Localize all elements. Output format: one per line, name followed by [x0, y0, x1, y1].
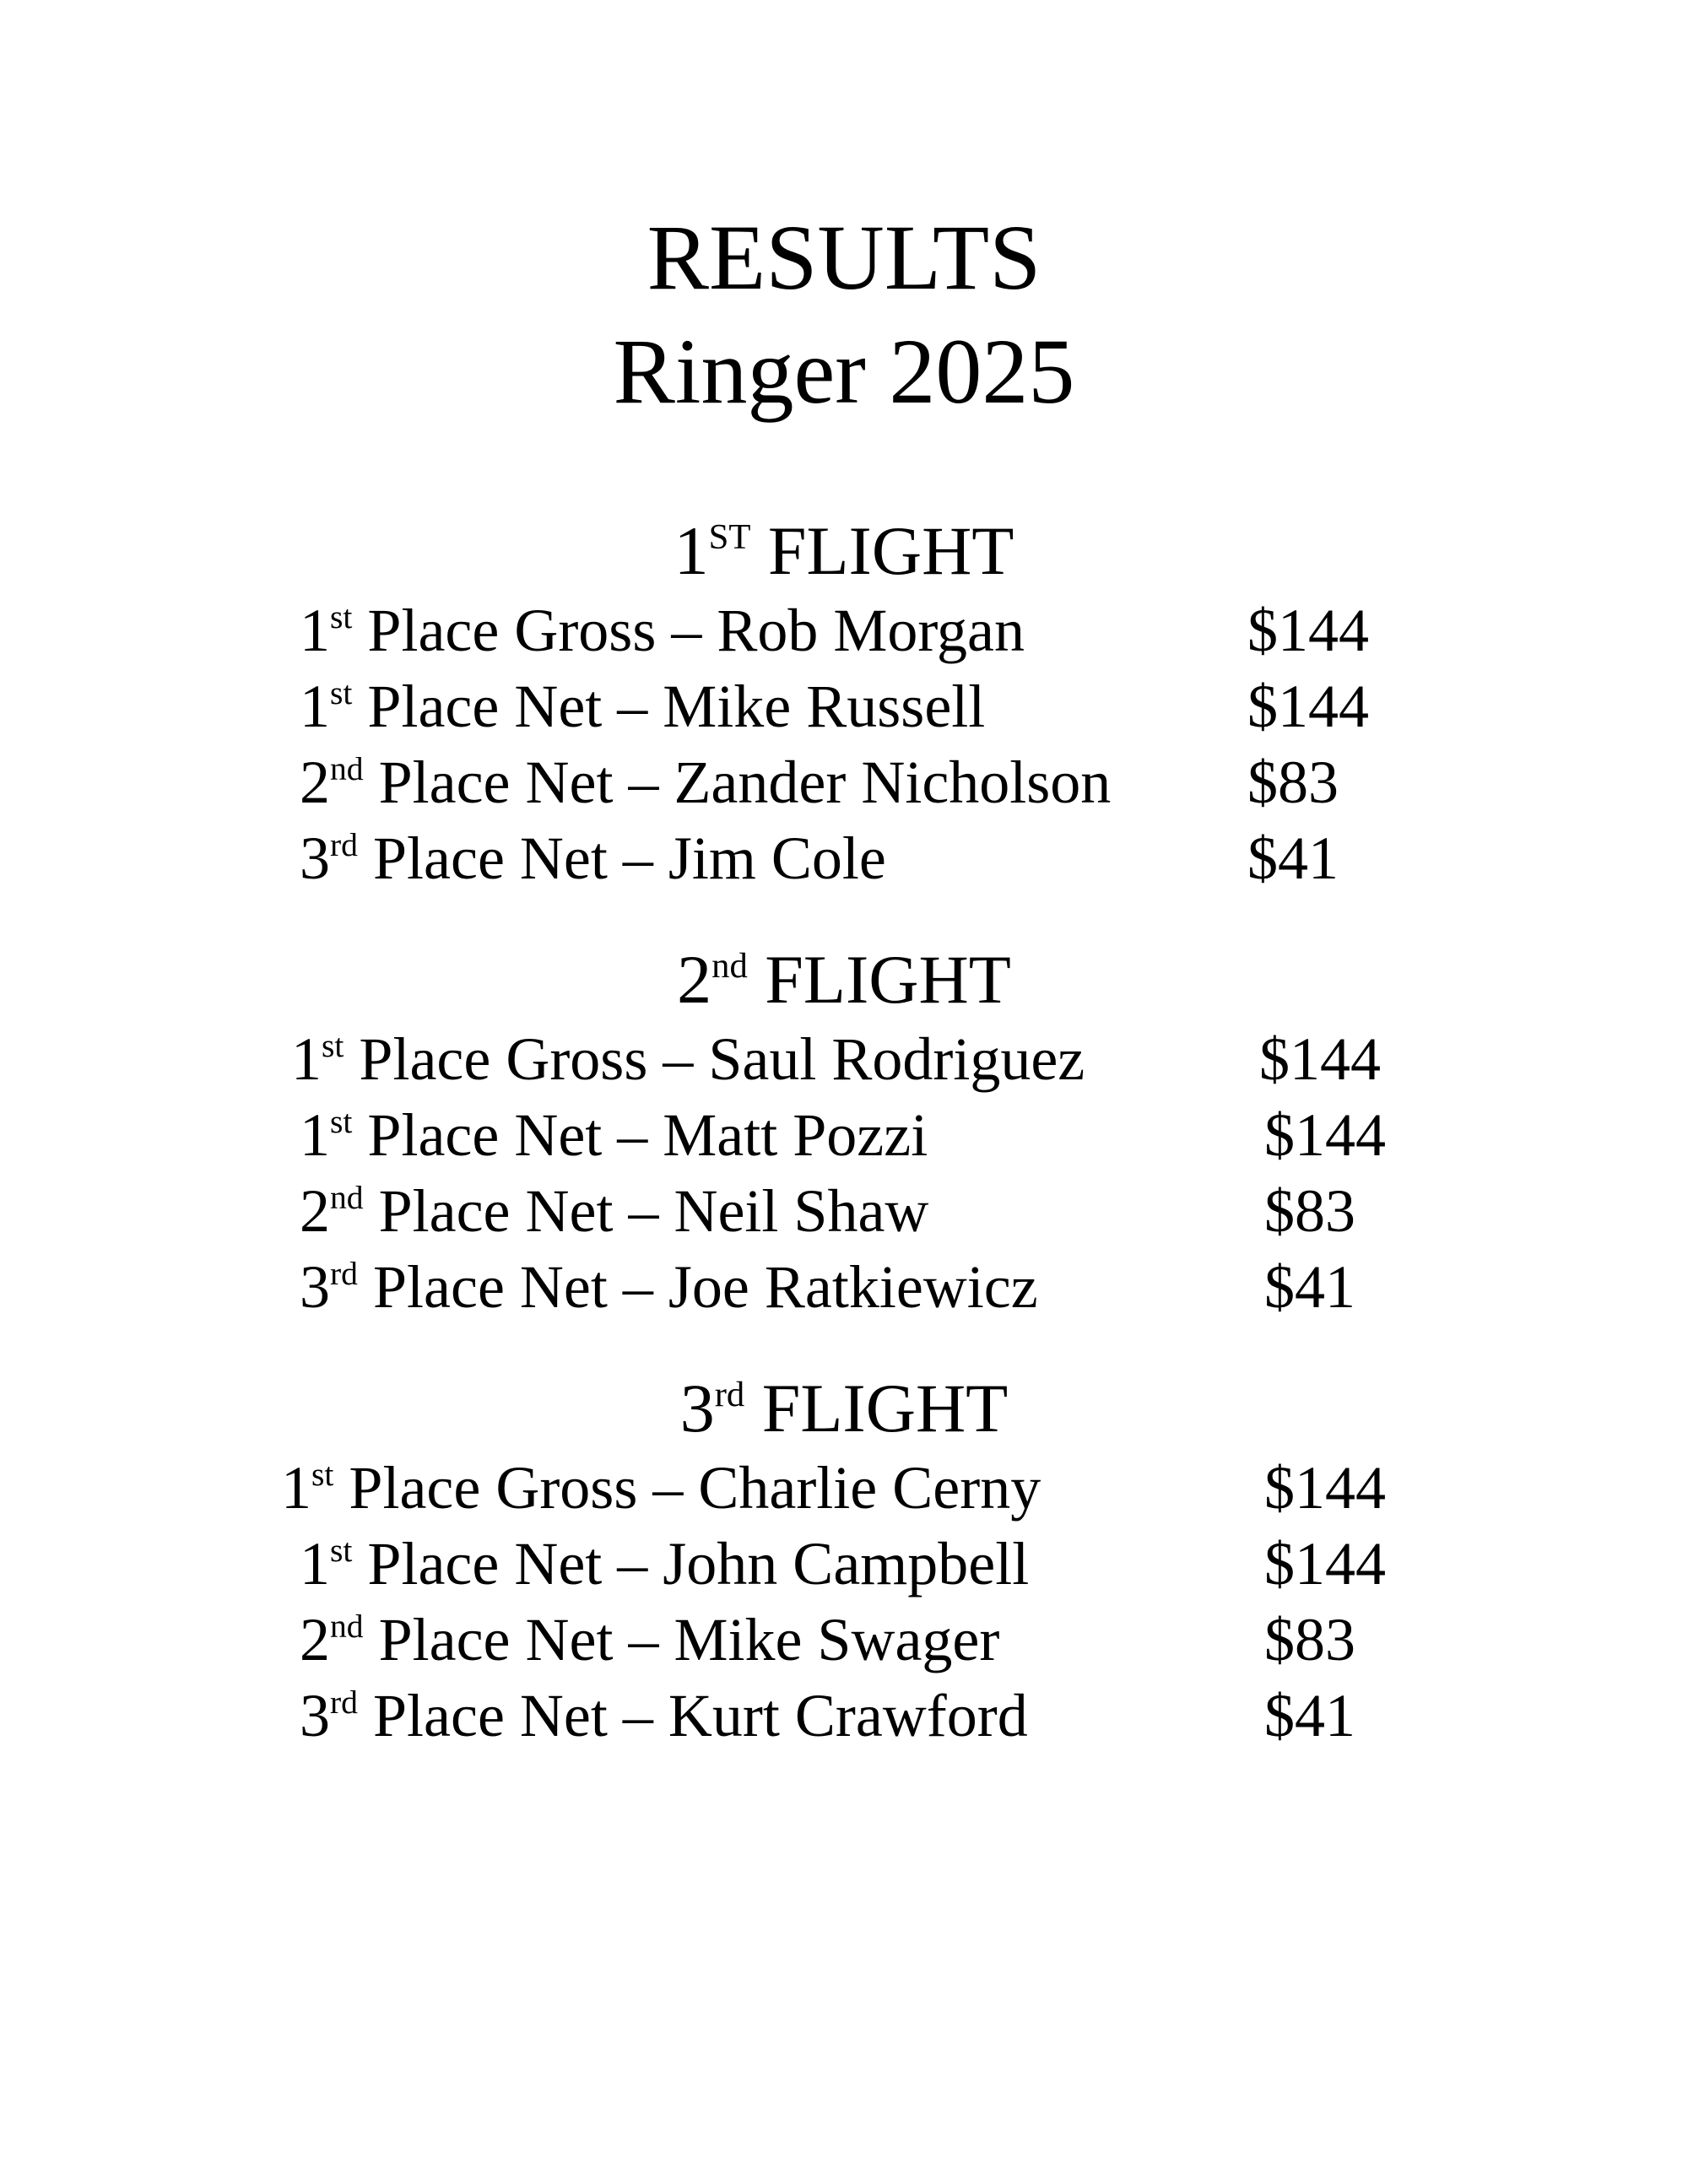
place-ordinal-suffix: nd: [330, 1179, 364, 1217]
result-text: Place Net – Neil Shaw: [378, 1177, 929, 1245]
result-label: [300, 820, 886, 896]
prize-amount: $83: [1247, 749, 1339, 816]
place-ordinal: 3: [300, 1682, 330, 1749]
place-ordinal: 2: [300, 1177, 330, 1245]
place-ordinal: 1: [300, 597, 330, 664]
prize-amount: $83: [1264, 1177, 1355, 1245]
result-text: Place Net – Mike Swager: [378, 1606, 1000, 1673]
place-ordinal: 2: [300, 749, 330, 816]
result-label: [300, 1602, 999, 1678]
result-text: Place Gross – Charlie Cerny: [349, 1454, 1041, 1522]
result-label: [300, 1173, 928, 1249]
result-row: [0, 1097, 1688, 1173]
flight-ordinal: 1: [674, 512, 709, 589]
place-ordinal-suffix: st: [330, 1103, 353, 1141]
document-subtitle: Ringer 2025: [613, 320, 1075, 423]
flight-section-2: [0, 941, 1688, 1325]
result-label: [300, 744, 1111, 820]
flight-section-3: [0, 1370, 1688, 1754]
place-ordinal-suffix: st: [311, 1456, 334, 1494]
prize-amount: $144: [1264, 1530, 1386, 1597]
result-row: [0, 1249, 1688, 1325]
result-text: Place Net – Mike Russell: [367, 673, 986, 740]
result-row: [0, 1450, 1688, 1526]
prize-amount: $144: [1247, 673, 1369, 740]
flight-ordinal-suffix: nd: [711, 945, 748, 986]
place-ordinal-suffix: rd: [330, 826, 358, 864]
result-label: [281, 1450, 1041, 1526]
place-ordinal-suffix: nd: [330, 750, 364, 788]
document-title: RESULTS: [647, 206, 1041, 309]
result-row: [0, 1678, 1688, 1754]
place-ordinal-suffix: st: [330, 1532, 353, 1570]
place-ordinal: 1: [281, 1454, 311, 1522]
prize-amount: $41: [1247, 824, 1339, 892]
result-text: Place Net – Matt Pozzi: [367, 1101, 928, 1169]
place-ordinal-suffix: st: [330, 674, 353, 712]
result-label: [300, 1097, 928, 1173]
flight-label: FLIGHT: [761, 1370, 1009, 1446]
prize-amount: $41: [1264, 1682, 1355, 1749]
result-label: [300, 1526, 1029, 1602]
result-text: Place Net – John Campbell: [367, 1530, 1030, 1597]
result-row: [0, 1021, 1688, 1097]
flight-ordinal: 3: [679, 1370, 715, 1446]
result-label: [291, 1021, 1085, 1097]
result-text: Place Net – Kurt Crawford: [372, 1682, 1028, 1749]
prize-amount: $41: [1264, 1253, 1355, 1321]
flight-label: FLIGHT: [767, 512, 1014, 589]
place-ordinal-suffix: rd: [330, 1684, 358, 1722]
result-label: [300, 592, 1025, 668]
result-text: Place Net – Joe Ratkiewicz: [372, 1253, 1038, 1321]
prize-amount: $144: [1259, 1025, 1381, 1093]
place-ordinal: 1: [291, 1025, 322, 1093]
flight-ordinal-suffix: ST: [708, 516, 751, 557]
result-text: Place Net – Jim Cole: [372, 824, 886, 892]
place-ordinal-suffix: rd: [330, 1255, 358, 1293]
result-row: [0, 1526, 1688, 1602]
prize-amount: $144: [1264, 1101, 1386, 1169]
place-ordinal: 1: [300, 1101, 330, 1169]
result-row: [0, 668, 1688, 744]
result-row: [0, 820, 1688, 896]
result-label: [300, 668, 985, 744]
place-ordinal: 3: [300, 1253, 330, 1321]
result-row: [0, 1602, 1688, 1678]
result-row: [0, 1173, 1688, 1249]
flight-heading: [0, 1370, 1688, 1450]
place-ordinal-suffix: st: [322, 1027, 344, 1065]
place-ordinal: 3: [300, 824, 330, 892]
result-text: Place Gross – Rob Morgan: [367, 597, 1025, 664]
result-text: Place Gross – Saul Rodriguez: [359, 1025, 1085, 1093]
flight-ordinal-suffix: rd: [714, 1374, 745, 1414]
place-ordinal: 1: [300, 1530, 330, 1597]
prize-amount: $144: [1264, 1454, 1386, 1522]
result-label: [300, 1249, 1038, 1325]
flight-section-1: [0, 512, 1688, 896]
result-text: Place Net – Zander Nicholson: [378, 749, 1112, 816]
result-row: [0, 592, 1688, 668]
flight-label: FLIGHT: [765, 941, 1011, 1018]
place-ordinal-suffix: nd: [330, 1608, 364, 1646]
prize-amount: $83: [1264, 1606, 1355, 1673]
result-label: [300, 1678, 1028, 1754]
flight-ordinal: 2: [677, 941, 712, 1018]
flight-heading: [0, 941, 1688, 1021]
result-row: [0, 744, 1688, 820]
place-ordinal: 1: [300, 673, 330, 740]
flight-heading: [0, 512, 1688, 592]
prize-amount: $144: [1247, 597, 1369, 664]
place-ordinal: 2: [300, 1606, 330, 1673]
place-ordinal-suffix: st: [330, 598, 353, 636]
